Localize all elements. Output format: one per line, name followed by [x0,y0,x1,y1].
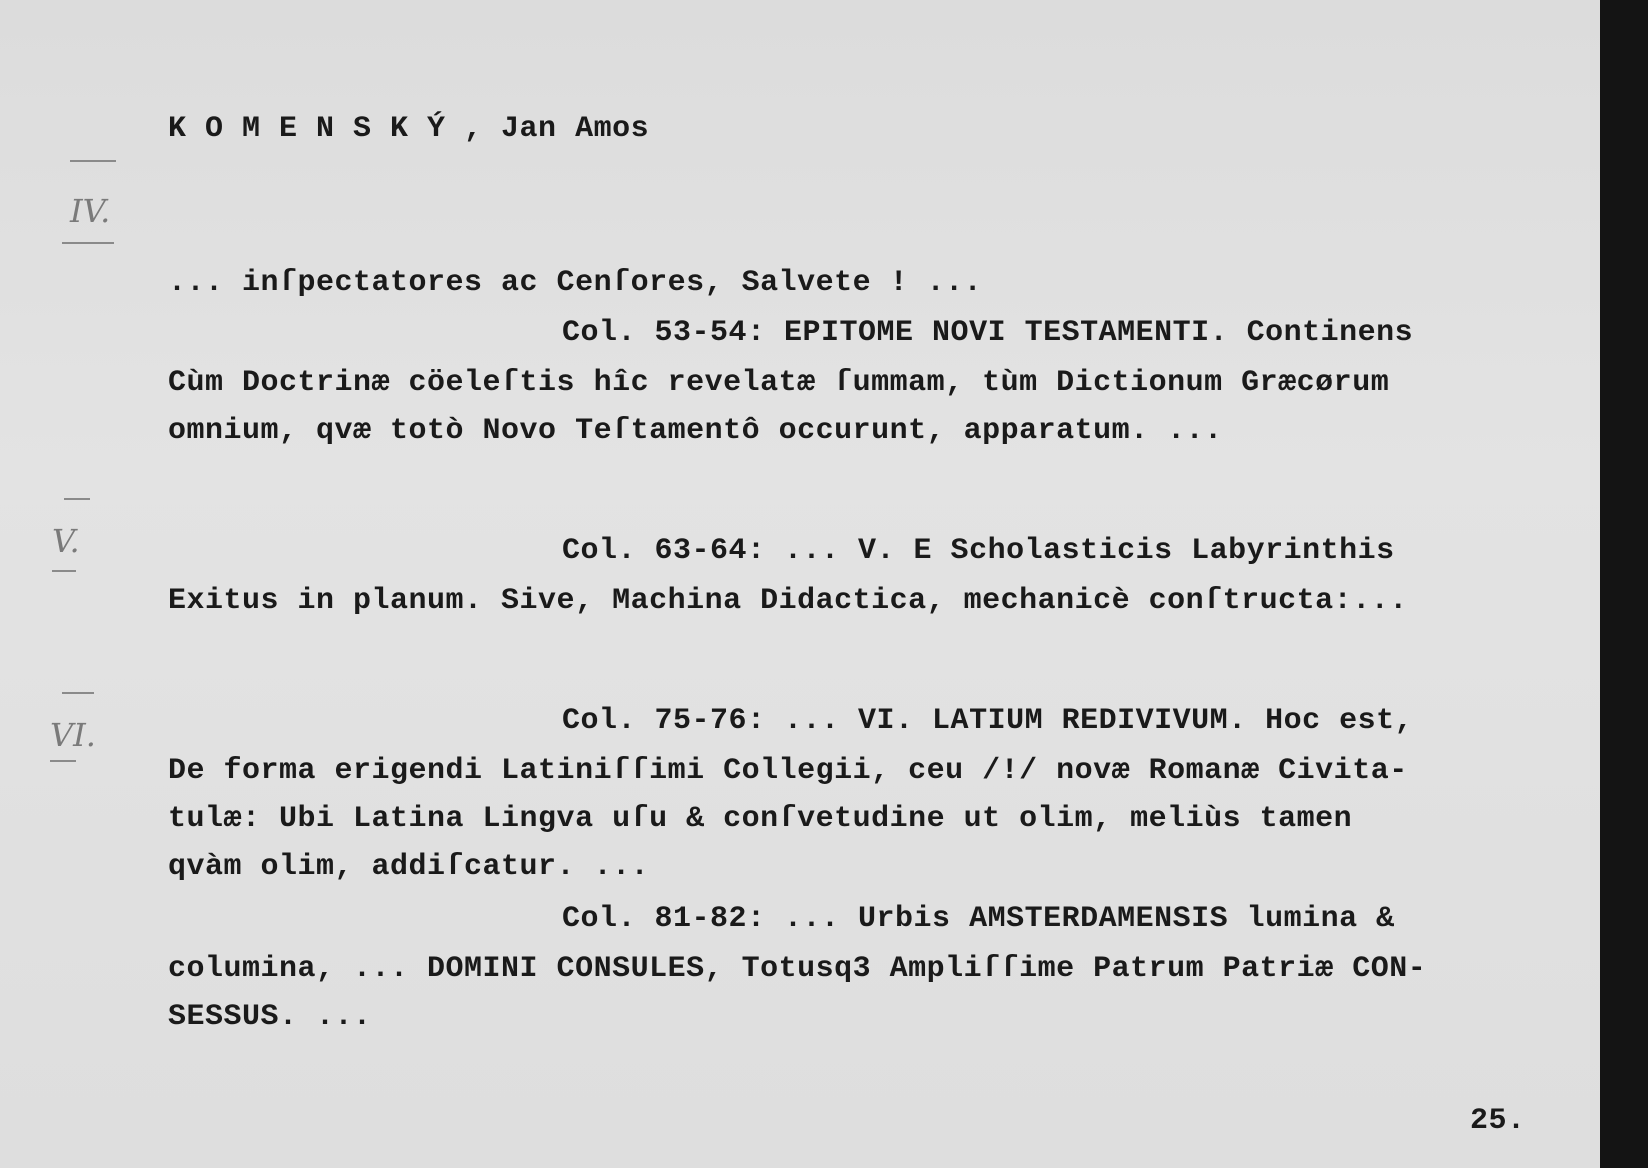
margin-rule [52,570,76,572]
margin-note-v: V. [52,522,80,560]
margin-note-vi: VI. [50,716,96,754]
text-line: Col. 75-76: ... VI. LATIUM REDIVIVUM. Hoc est, [562,704,1414,738]
text-line: Col. 81-82: ... Urbis AMSTERDAMENSIS lumina & [562,902,1395,936]
card-heading: K O M E N S K Ý , Jan Amos [168,112,650,146]
text-line: columina, ... DOMINI CONSULES, Totusq3 Ampliſſime Patrum Patriæ CON- [168,952,1427,986]
margin-rule [64,498,90,500]
scan-border [1600,0,1648,1168]
text-line: Col. 63-64: ... V. E Scholasticis Labyrinthis [562,534,1395,568]
margin-rule [62,242,114,244]
text-line: omnium, qvæ totò Novo Teſtamentô occurunt, apparatum. ... [168,414,1223,448]
margin-rule [62,692,94,694]
page-number: 25. [1470,1104,1526,1138]
text-line: Exitus in planum. Sive, Machina Didactica, mechanicè conſtructa:... [168,584,1408,618]
text-line: Cùm Doctrinæ cöeleſtis hîc revelatæ ſummam, tùm Dictionum Græcørum [168,366,1390,400]
text-line: ... inſpectatores ac Cenſores, Salvete ! ... [168,266,983,300]
text-line: De forma erigendi Latiniſſimi Collegii, ceu /!/ novæ Romanæ Civita- [168,754,1408,788]
margin-rule [50,760,76,762]
text-line: qvàm olim, addiſcatur. ... [168,850,650,884]
margin-note-iv: IV. [70,192,111,230]
text-line: tulæ: Ubi Latina Lingva uſu & conſvetudine ut olim, meliùs tamen [168,802,1353,836]
text-line: SESSUS. ... [168,1000,372,1034]
margin-rule [70,160,116,162]
text-line: Col. 53-54: EPITOME NOVI TESTAMENTI. Continens [562,316,1414,350]
